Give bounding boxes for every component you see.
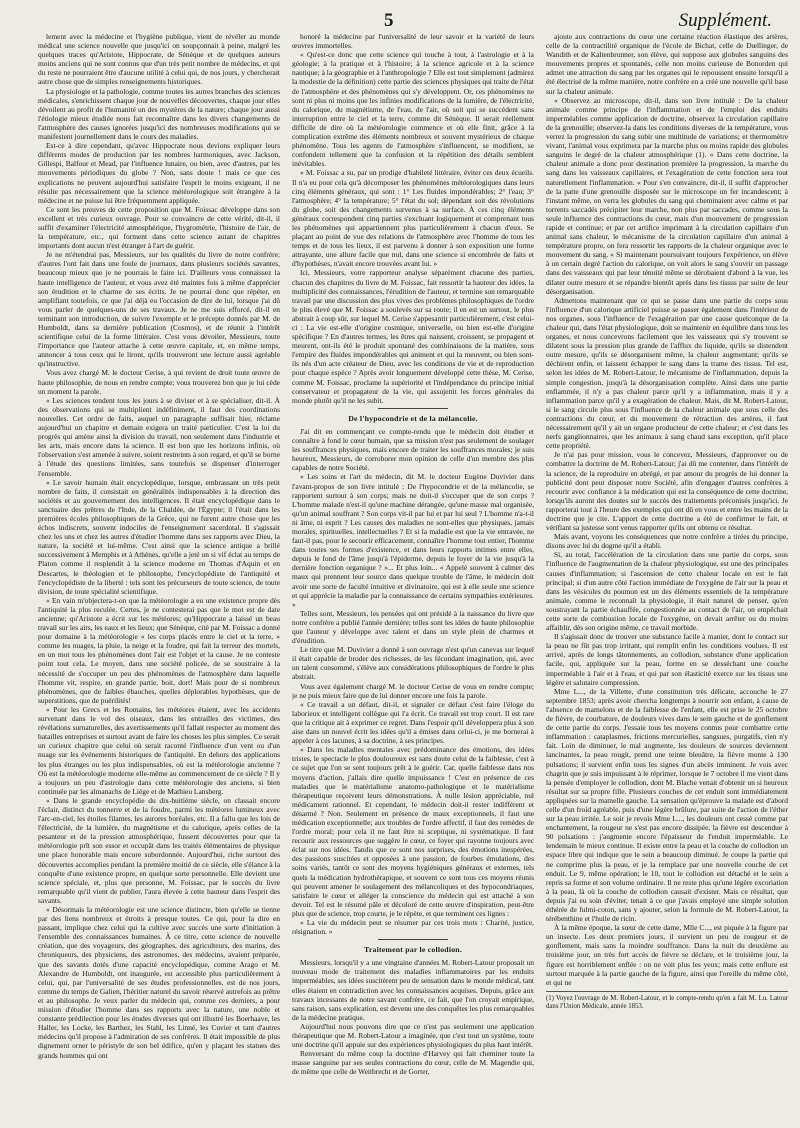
running-title: Supplément.	[678, 10, 772, 31]
column-left	[38, 32, 280, 1116]
paragraph: « La vie du médecin peut se résumer par ces trois mots : Charité, justice, résignation. »	[292, 918, 534, 937]
paragraph: « Dans les maladies mentales avec prédominance des émotions, des idées tristes, le spectacle le plus douloureux est sans doute celui de la faiblesse, c'est à ce sujet que l'on se sent toujours prêt à le guérir. Car, quelle faiblesse dans nos moyens d'action, j'allais dire quelle impuissance ! C'est en présence de ces maladies que le matérialisme anatomo-pathologique et le matérialisme thérapeutique reçoivent leurs démonstrations. À nulle lésion appréciable, nul médicament rationnel. Et cependant, le médecin doit-il rester indifférent et désarmé ? Non. Seulement en présence de maux exceptionnels, il faut une médication exceptionnelle; aux troubles de l'ordre affectif, il faut des remèdes de l'ordre moral; pour cela il ne faut être ni sceptique, ni systématique. Il faut recourir aux ressources que suggère le cœur, ce foyer qui rayonne toujours avec éclat sur nos idées. Tandis que ce sont nos surprises, des émotions inespérées, des passions suscitées et opposées à une passion, de fourbes émulations, des soins variés, tantôt ce sont des moyens hygiéniques généraux et externes, tels quels la médication hydrothérapique, et souvent ce sont tous ces moyens réunis qui peuvent amener le soulagement des mélancoliques et des hypocondriaques, satisfaire le cœur et alléger la conscience du médecin qui est attaché à son devoir. Tel est le résumé pâle et décoloré de cette œuvre d'inspiration, peut-être plus que de science, trop courte, je le répète, et que terminent ces lignes :	[292, 745, 534, 918]
section-divider	[378, 939, 448, 940]
paragraph: « Ce travail a un défaut, dit-il, et signaler ce défaut c'est faire l'éloge du laborieux et intelligent collègue qui l'a écrit. Ce travail est trop court. Il est rare que la critique ait à exprimer ce regret. Dans l'espoir qu'il développera plus à son aise dans un nouvel écrit les idées qu'il a émises dans celui-ci, je me bornerai à appeler à ces lacunes, à sa doctrine, à ses principes.	[292, 699, 534, 746]
paragraph: J'ai dit en commençant ce compte-rendu que le médecin doit étudier et connaître à fond le cœur humain, que sa mission n'est pas seulement de soulager les souffrances physiques, mais encore de traiter les souffrances morales; je suis heureux, Messieurs, de corroborer mon opinion de celle d'un membre des plus capables de notre Société.	[292, 426, 534, 473]
paragraph: Je ne m'étendrai pas, Messieurs, sur les qualités du livre de notre confrère; d'autres l'ont fait dans une foule de journaux, dans plusieurs sociétés savantes, beaucoup mieux que je ne pourrais le faire ici. D'ailleurs vous connaissez la haute intelligence de l'auteur, et vous avez été maintes fois à même d'apprécier son érudition et le charme de ses écrits. Je ne pourrai donc que répéter, en amplifiant toutefois, ce que j'ai déjà eu l'occasion de dire de lui, lorsque j'ai dû vous parler de quelques-uns de ses travaux. Je ne me suis efforcé, dit-il en terminant son introduction, de suivre l'exemple et le précepte donnés par M. de Humboldt, dans sa dernière publication (Cosmos), et de réunir à l'intérêt scientifique celui de la forme littéraire. C'est vous dévoiler, Messieurs, toute l'importance que l'auteur attache à cette œuvre capitale, et, en même temps, annoncer à tous ceux qui le liront, qu'ils trouveront une lecture aussi agréable qu'instructive.	[38, 250, 280, 369]
paragraph: « Les sciences tendent tous les jours à se diviser et à se spécialiser, dit-il. À des observations qui se multiplient indéfiniment, il faut des coordinations nouvelles. Cet ordre de faits, auquel un paragraphe suffisait hier, réclame aujourd'hui un chapitre et demain exigera un traité particulier. C'est la loi du progrès qui amène ainsi la division du travail, non seulement dans l'industrie et les arts, mais encore dans la science. Il est bon que les horizons infinis, où l'observation s'est amenée à suivre, soient restreints à son regard, et qu'il se borne à l'étude des questions limitées, sans toutefois se dispenser d'interroger l'ensemble.	[38, 395, 280, 478]
paragraph: Le titre que M. Duvivier a donné à son ouvrage n'est qu'un canevas sur lequel il était capable de broder des richesses, de les fécondant imagination, qui, avec un talent consommé, s'élève aux considérations philosophiques de l'ordre le plus abstrait.	[292, 645, 534, 682]
paragraph: Renversant du même coup la doctrine d'Harvey qui fait cheminer toute la masse sanguine par ses seules contractions du cœur, celle de M. Magendie qui, de même que celle de Weitbrecht et de Gorter,	[292, 1049, 534, 1077]
section-divider	[378, 408, 448, 409]
paragraph: « Le savoir humain était encyclopédique, lorsque, embrassant un très petit nombre de faits, il consistait en généralités indispensables à la direction des sociétés et au gouvernement des intelligences. Il était encyclopédique dans le sanctuaire des prêtres de l'Inde, de la Chaldée, de l'Égypte; il l'était dans les premières écoles philosophiques de la Grèce, qui ne furent autre chose que les échos indiscrets, souvent indociles de l'enseignement sacerdotal. Il s'agissait chez les uns et chez les autres d'étudier l'homme dans ses rapports avec Dieu, la nature, la société et lui-même. C'est ainsi que la science antique a brillé successivement à Memphis et à Athènes, qu'elle a jeté un si vif éclat au temps de Platon comme il resplendit à la science moderne en Thomas d'Aquin et en Descartes, le théologien et le philosophe, l'encyclopédiste de l'antiquité et l'encyclopédiste de la liberté : tels sont les précurseurs de toute science, de toute division, de toute spécialité scientifique.	[38, 477, 280, 596]
paragraph: Mais avant, voyons les conséquences que notre confrère a tirées du principe, disons avec lui du dogme qu'il a établi.	[546, 532, 788, 551]
footnote: (1) Voyez l'ouvrage de M. Robert-Latour, et le compte-rendu qu'en a fait M. Lu. Latour dans l'Union Médicale, année 1853.	[546, 991, 788, 1011]
paragraph: Il s'agissait donc de trouver une substance facile à manier, dont le contact sur la peau ne fût pas trop irritant, qui remplit enfin les conditions voulues. Il est arrivé, après de longs tâtonnements, au collodion, substance d'une application facile, qui, appliquée sur la peau, forme en se desséchant une couche imperméable à l'air et à l'eau, et qui par son élasticité exerce sur les tissus une légère et salutaire compression.	[546, 632, 788, 687]
column-right	[546, 32, 788, 1116]
column-middle	[292, 32, 534, 1116]
paragraph: « M. Foissac a su, par un prodige d'habileté littéraire, éviter ces deux écueils. Il n'a eu pour cela qu'à décomposer les phénomènes météorologiques dans leurs cinq éléments généraux, qui sont : 1° Les fluides impondérables; 2° l'eau; 3° l'atmosphère; 4° la température; 5° l'état du sol; dépendant soit des révolutions du globe, soit des changements survenus à sa surface. À ces cinq éléments généraux correspondent cinq parties s'excluant logiquement et comprenant tous les phénomènes qui appartiennent plus particulièrement à chacun d'eux. Se plaçant au point de vue des relations de l'atmosphère avec l'homme de tous les temps et de tous les lieux, il est parvenu à donner à son exposition une forme attrayante, une allure facile que nul, dans une science si encombrée de faits et d'hypothèses, n'avait encore trouvées avant lui. »	[292, 168, 534, 269]
paragraph: « Observez au microscope, dit-il, dans son livre intitulé : De la chaleur animale comme principe de l'inflammation et de l'emploi des enduits imperméables comme application de doctrine, observez la circulation capillaire de la grenouille; observez-la dans les conditions diverses de la température, vous verrez la progression du sang subir une multitude de variations; et thermomètre vivant, l'animal vous exprimera par la marche plus ou moins rapide des globules sanguins le degré de la chaleur atmosphérique (1). « Dans cette doctrine, la chaleur animale a donc pour destination première la progression, la marche du sang dans les vaisseaux capillaires, et l'exagération de cette fonction sera tout naturellement l'inflammation. « Pour s'en convaincre, dit-il, il suffit d'approcher de la patte d'une grenouille disposée sur le microscope un fer incandescent; à l'instant même, on verra les globules du sang qui cheminaient avec calme et par torrents saccadés précipiter leur marche, non plus par saccades, comme sous la seule influence des contractions du cœur, mais d'un mouvement de progression rapide et continue; et par cet artifice imprimant à la circulation capillaire d'un animal sans chaleur, le mécanisme de la circulation capillaire d'un animal à température propre, on fera ressortir les rapports de la chaleur organique avec le mouvement du sang. « Si maintenant poursuivant toujours l'expérience, on élève à un certain degré l'action du calorique, on voit alors le sang s'ouvrir un passage dans des vaisseaux qui par leur ténuité même se dérobaient d'abord à la vue, les dilater outre mesure et se répandre bientôt après dans les tissus par suite de leur désorganisation.	[546, 95, 788, 296]
column-middle-part-c	[292, 958, 534, 1076]
paragraph: Mme L..., de la Villette, d'une constitution très délicate, accouche le 27 septembre 1853; après avoir chercha longtemps à nourrir son enfant, à cause de l'absence de mamelons et de la faiblesse de l'enfant, elle est prise le 25 octobre de fièvre, de courbature, de douleurs vives dans le sein gauche et de gonflement de cette partie du corps. J'essaie tous les moyens connus pour combattre cette inflammation : cataplasmes, frictions mercurielles, sangsues, purgatifs, rien n'y fait. Loin de diminuer, le mal augmente, les douleurs de sources deviennent lancinantes, la peau rougit, prend une teinte bleuâtre, la fièvre monte à 130 pulsations; il survient enfin tous les signes d'un abcès imminent. Je vois avec chagrin que je suis impuissant à le réprimer, lorsque le 7 octobre il me vient dans la pensée d'employer le collodion, dont M. Blache venait d'obtenir un si heureux résultat sur sa propre fille. Plusieurs couches de cet enduit sont immédiatement appliquées sur la mamelle gauche. La sensation qu'éprouve la malade est d'abord celle d'un froid agréable, puis d'une légère brûlure, par suite de l'action de l'éther sur la peau irritée. Le soir je revois Mme L..., les douleurs ont cessé comme par enchantement, la rougeur ne s'est pas encore dissipée, la fièvre est descendue à 90 pulsations : j'augmente encore l'épaisseur de l'enduit imperméable. Le lendemain le mieux continue. Il existe entre la peau et la couche de collodion un espace libre qui indique que le sein a beaucoup diminué. Je coupe la partie qui ne comprime plus la peau, et je la remplace par une nouvelle couche de cet enduit. Le 9, même opération; le 10, tout le collodion est détaché et le sein a repris sa forme et son volume ordinaire. Il ne reste plus qu'une légère excoriation à la peau, là où la couche de collodion causait d'exister. Mais ce résultat, que depuis j'ai eu soin d'éviter, tenait à ce que j'avais employé une simple solution éthérée de fulmi-coton, sans y ajouter, selon la formule de M. Robert-Latour, la térébenthine et l'huile de ricin.	[546, 686, 788, 924]
paragraph: Vous avez également chargé M. le docteur Cerise de vous en rendre compte; je ne puis mieux faire que de lui donner encore une fois la parole.	[292, 681, 534, 700]
text-columns	[38, 32, 790, 1116]
paragraph: Aujourd'hui nous pouvons dire que ce n'est pas seulement une application thérapeutique que M. Robert-Latour a imaginée, que c'est tout un système, toute une doctrine qu'il appuie sur des expériences physiologiques du plus haut intérêt.	[292, 1021, 534, 1050]
paragraph: La physiologie et la pathologie, comme toutes les autres branches des sciences médicales, s'enrichissent chaque jour de nouvelles découvertes, chaque jour elles dévoilent au profit de l'humanité un des mystères de la nature; chaque jour aussi l'étiologie mieux étudiée nous fait reconnaître dans les divers changements de l'atmosphère des causes ignorées jusqu'ici des nombreuses modifications qui se manifestent journellement dans le cours des maladies.	[38, 86, 280, 142]
paragraph: « Les soins et l'art du médecin, dit M. le docteur Eugène Duvivier dans l'avant-propos de son livre intitulé : De l'hypocondrie et de la mélancolie, se rapportent surtout à son corps; mais ne doit-il s'occuper que de son corps ? L'homme malade n'est-il qu'une machine dérangée, qu'une masse mal organisée, qu'un animal souffrant ? Son corps vit-il par lui et par lui seul ? L'homme n'a-t-il ni âme, ni esprit ? Les causes des maladies ne sont-elles que physiques, jamais morales, spirituelles, intellectuelles ? Et si la maladie est que la vie entravée, ne faut-il pas, pour le secourir efficacement, connaître l'homme tout entier, l'homme dans toutes ses formes d'existence, et dans leurs rapports intimes entre elles, depuis le fond de l'âme jusqu'à l'épiderme, depuis le foyer de la vie jusqu'à la dernière fonction organique ? »... Et plus loin... « Appelé souvent à calmer des maux qui prennent leur source dans quelque trouble de l'âme, le médecin doit avoir une sorte de faculté intuitive et divinatoire, qui est à elle seule une science et qui apprécie la maladie par la connaissance de certains sympathies extérieures. »	[292, 472, 534, 609]
column-right-body	[546, 32, 788, 987]
paragraph: « Dans le grande encyclopédie du dix-huitième siècle, on classait encore l'éclair, distinct du tonnerre et de la foudre, parmi les météores lumineux avec l'arc-en-ciel, les étoiles filantes, les aurores boréales, etc. Il a fallu que les lois de l'électricité, de la lumière, du magnétisme et du calorique, après celles de la pesanteur et de la pression atmosphérique, fussent découvertes pour que la météorologie prît son essor et occupât dans les traités élémentaires de physique une place honorable mais encore subordonnée. Aujourd'hui, riche surtout des découvertes accomplies pendant la première moitié de ce siècle, elle s'élance à la conquête d'une existence propre, en quelque sorte personnelle. Elle devient une science spéciale, et, plus que personne, M. Foissac, par le succès du livre remarquable qu'il vient de publier, l'aura élevée à cette hauteur dans l'esprit des savants.	[38, 795, 280, 905]
paragraph: Ce sont les preuves de cette proposition que M. Foissac développe dans son excellent et très curieux ouvrage. Pour se convaincre de cette vérité, dit-il, il suffit d'examiner l'électricité atmosphérique, l'hygrométrie, l'histoire de l'air, de la température, etc., qui forment dans cette science autant de chapitres importants dont aucun n'est étranger à l'art de guérir.	[38, 204, 280, 251]
paragraph: « En vain m'objectera-t-on que la météorologie a eu une existence propre dès l'antiquité la plus reculée. Certes, je ne contesterai pas que le mot est de date ancienne; qu'Aristote a écrit sur les météores; qu'Hippocrate a laissé un beau travail sur les airs, les eaux et les lieux; que Sénèque, cité par M. Foissac a donné pour domaine à la météorologie « les corps placés entre le ciel et la terre, » comme les nuages, la pluie, la neige et la foudre, qui fait la terreur des mortels, en un mot tous les phénomènes dont l'air est l'objet et la cause. Je ne conteste point tout cela. Le moyen, dans une société policée, de se soustraire à la nécessité de s'occuper un peu des phénomènes de l'atmosphère dans laquelle l'homme vit, respire, en grande partie, boit, dort! Mais pour de si nombreux phénomènes, que de faibles ébauches, quelles déplorables hypothèses, que de superstitions, que de puérilités!	[38, 595, 280, 705]
paragraph: Je n'ai pas pour mission, vous le concevez, Messieurs, d'approuver ou de combattre la doctrine de M. Robert-Latour; j'ai dû me contenter, dans l'intérêt de la science, de la reproduire en abrégé, et par amour du progrès de lui donner la publicité dont peut disposer notre Société, afin d'engager d'autres confrères à recourir avec confiance à la médication qui est la conséquence de cette doctrine, lorsqu'ils auront des doutes sur le succès des traitements préconisés jusqu'ici. Je rapporterai tout à l'heure des exemples qui ont dû en vous et entre les mains de la doctrine que je cite. L'apport de cette doctrine a été de confirmer le fait, et vérifiant sa justesse sont venus rapporter qu'ils ont obtenu ce résultat.	[546, 450, 788, 533]
page-number: 5	[384, 10, 394, 31]
paragraph: honoré la médecine par l'universalité de leur savoir et la variété de leurs œuvres immortelles.	[292, 32, 534, 51]
paragraph: Si, au total, l'accélération de la circulation dans une partie du corps, sous l'influence de l'augmentation de la chaleur physiologique, est une des principales causes d'inflammation; si l'ascension de cette chaleur locale en est le fait principal; si d'un autre côté l'action immédiate de l'oxygène de l'air sur la peau et dans les vésicules du poumon est un des éléments essentiels de la température animale, comme le reconnaît la physiologie, il était naturel de penser, qu'en soustrayant la partie échauffée, congestionnée au contact de l'air, on empêchait cette sorte de combustion locale de l'oxygène, on devait arrêter ou du moins affaiblir, dès son origine même, ce travail morbide.	[546, 550, 788, 633]
column-middle-part-a	[292, 32, 534, 405]
paragraph: Telles sont, Messieurs, les pensées qui ont présidé à la naissance du livre que notre confrère a publié l'année dernière; telles sont les idées de haute philosophie que l'auteur y développe avec talent et dans un style plein de charmes et d'érudition.	[292, 608, 534, 646]
paragraph: « Désormais la météorologie est une science distincte, bien qu'elle se tienne par des liens nombreux et étroits à presque toutes. Ce qui, pour la dire en passant, implique chez celui qui la cultive avec succès une sorte d'initiation à l'ensemble des connaissances humaines. À ce titre, cette science de nouvelle création, que des voyageurs, des géographes, des agriculteurs, des marins, des chroniqueurs, des physiciens, des astronomes, des médecins, avaient préparée, que des savants dotés d'une capacité encyclopédique, comme Arago et M. Alexandre de Humboldt, ont inaugurée, est accessible plus particulièrement à celui, qui, par l'universalité de ses études professionnelles, est de nos jours, comme du temps de Galien, l'héritier naturel du savoir réservé autrefois au prêtre et au philosophe. Je veux parler du médecin qui, comme ces derniers, a pour mission d'étudier l'homme dans ses rapports avec la nature, une noble et constante prédilection pour les études diverses qui ont illustré les Boerhaave, les Haller, les Locke, les Barthez, les Stahl, les Linné, les Cuvier et tant d'autres médecins qu'il propose à l'admiration de ses confrères. Il était impossible de plus dignement orner le péristyle de son bel édifice, qu'en y plaçant les statues des grands hommes qui ont	[38, 905, 280, 1060]
paragraph: ajoute aux contractions du cœur une certaine réaction élastique des artères, celle de la contractilité organique de l'école de Bichat, celle de Dœllinger, de Wandith et de Kaltenbrunner, son élève, qui suppose aux globules sanguins des mouvements propres et spontanés, celle non moins curieuse de Bonorden qui admet une attraction du sang par les organes qui le repoussent ensuite lorsqu'il a été électrisé de la même manière, notre confrère en a créé une nouvelle qu'il base sur la chaleur animale.	[546, 32, 788, 96]
paragraph: « Pour les Grecs et les Romains, les météores étaient, avec les accidents survenant dans le vol des oiseaux, dans les entrailles des victimes, des révélations surnaturelles, des avertissements qu'il fallait respecter au moment des batailles entreprises et surtout avant de faire les choses les plus simples. Ce serait un curieux chapitre que celui où serait raconté l'influence d'un vent ou d'un nuage sur les événements historiques de l'antiquité. En dehors des applications les plus étranges ou les plus indispensables, où est la météorologie ancienne ? Où est la météorologie moderne elle-même au commencement de ce siècle ? Il y a toujours un peu d'astrologie dans cette météorologie des anciens, si bien continuée par les almanachs de Liège et de Mathieu Lansberg.	[38, 704, 280, 796]
paragraph: Ici, Messieurs, votre rapporteur analyse séparément chacune des parties, chacun des chapitres du livre de M. Foissac, fait ressortir la hauteur des idées, la multiplicité des connaissances, l'érudition de l'auteur, et termine son remarquable travail par une discussion des plus vives des problèmes philosophiques de l'ordre le plus élevé que M. Foissac a soulevés sur sa route; il en est un surtout, le plus abstrait à coup sûr, sur lequel M. Cerise s'appesantit particulièrement, c'est celui-ci : La vie est-elle d'origine cosmique, universelle, ou bien est-elle d'origine spécifique ? En d'autres termes, les êtres qui naissent, croissent, se propagent et meurent, ont-ils été le produit spontané des combinaisons de la matière, sous l'empire des fluides impondérables qui animent et qui la meuvent, ou bien sont-ils nés d'un acte créateur de Dieu, avec les conditions de vie et de reproduction pour chaque espèce ? Après avoir longuement développé cette thèse, M. Cerise, comme M. Foissac, proclame la supériorité et l'indépendance du principe initial conservateur et propagateur de la vie, qui assujettit les forces générales du monde plutôt qu'il ne les subit.	[292, 268, 534, 405]
paragraph: Est-ce à dire cependant, qu'avec Hippocrate nous devions expliquer leurs différents modes de production par les nombres harmoniques, avec Jackson, Gillespi, Balfour et Mead, par l'influence lunaire, ou bien, avec d'autres, par les mouvements périodiques du globe ? Non, sans doute ! mais ce que ces explications ne peuvent aujourd'hui satisfaire l'esprit le moins exigeant, il ne résulte pas nécessairement que la science météorologique soit étrangère à la médecine et ne puisse lui être fréquemment appliquée.	[38, 141, 280, 205]
paragraph: « Qu'est-ce donc que cette science qui touche à tout, à l'astrologie et à la géologie; à la pratique et à l'histoire; à la science agricole et à la science nautique; à la géographie et à l'anthropologie ? Elle est tout simplement (admirez la modestie de la définition) cette partie des sciences physiques qui traite de l'état de l'atmosphère et des phénomènes qui s'y développent. Or, ces phénomènes ne sont ni plus ni moins que les infinies modifications de la lumière, de l'électricité, du calorique, du magnétisme, de l'eau, de l'air, où soit qui se succèdent sans interruption entre le ciel et la terre, comme dit Sénèque. Il serait réellement difficile de dire où la météorologie commence et où elle finit, grâce à la complication extrême des éléments nombreux et souvent mystérieux de chaque phénomène. Tous les agents de l'atmosphère s'influencent, se modifient, se confondent tellement que la confusion et la répétition des détails semblent inévitables.	[292, 50, 534, 169]
paragraph: À la même époque, la sœur de cette dame, Mlle C..., est piquée à la figure par un insecte. Les deux premiers jours, il survient un peu de rougeur et de gonflement, mais sans la moindre souffrance. Dans la nuit du deuxième au troisième jour, un très fort accès de fièvre se déclare, et le troisième jour, la figure est horriblement enflée : on ne voit plus les yeux; mais cette enflure est surtout marquée à la partie gauche de la figure, ainsi que l'oreille du même côté, et qui ne	[546, 923, 788, 987]
section-heading-collodion: Traitement par le collodion.	[364, 945, 462, 955]
section-heading-hypocondrie: De l'hypocondrie et de la mélancolie.	[348, 413, 478, 423]
paragraph: Vous avez chargé M. le docteur Cerise, à qui revient de droit toute œuvre de haute philosophie, de nous en rendre compte; vous trouverez bon que je lui cède un moment la parole.	[38, 368, 280, 396]
paragraph: lement avec la médecine et l'hygiène publique, vient de révéler au monde médical une science nouvelle que jusqu'ici on soupçonnait à peine, malgré les quelques traces qu'Aristote, Hippocrate, de Sénèque et de quelques auteurs moins anciens qui ne sont connus que d'un très petit nombre de médecins, et qui du reste ne pourraient être d'aucune utilité à celui qui, de nos jours, y chercherait autre chose que de simples renseignements historiques.	[38, 32, 280, 87]
paragraph: Messieurs, lorsqu'il y a une vingtaine d'années M. Robert-Latour proposait un nouveau mode de traitement des maladies inflammatoires par les enduits imperméables, ses idées suscitèrent peu de sensation dans le monde médical, tant elles étaient en contradiction avec les connaissances acquises. Depuis, grâce aux travaux incessants de notre savant confrère, ce fait, que l'on croyait empirique, sans raison, sans explication, est devenu une des conquêtes les plus remarquables de la médecine pratique.	[292, 958, 534, 1022]
paragraph: Admettons maintenant que ce qui se passe dans une partie du corps sous l'influence d'un calorique artificiel puisse se passer également dans l'intérieur de nos organes, sous l'influence de l'exagération par une cause quelconque de la chaleur qui, dans l'état physiologique, doit se maintenir en équilibre dans tous les organes, et nous concevrons facilement que les vaisseaux qui s'y trouvent se dilatent sous la pression plus grande de l'afflux du liquide, qu'ils se distendent outre mesure, qu'ils se désorganisent même, la chaleur augmentant; qu'ils se déchirent enfin, et laissent échapper le sang dans la trame des tissus. Tel est, selon les idées de M. Robert-Latour, le mécanisme de l'inflammation, depuis la simple congestion, jusqu'à la désorganisation complète. Ainsi dans une partie enflammée, il n'y a pas chaleur parce qu'il y a inflammation, mais il y a inflammation parce qu'il y a exagération de chaleur. Mais, dit M. Robert-Latour, si le sang circule plus sous l'influence de la chaleur animale que sous celle des contractions du cœur, et du mouvement de rétraction des artères, il faut nécessairement qu'il y ait un organe producteur de cette chaleur; et c'est dans les nerfs ganglionnaires, que les animaux à sang chaud sans exception, qu'il place cette propriété.	[546, 295, 788, 451]
column-middle-part-b	[292, 427, 534, 936]
